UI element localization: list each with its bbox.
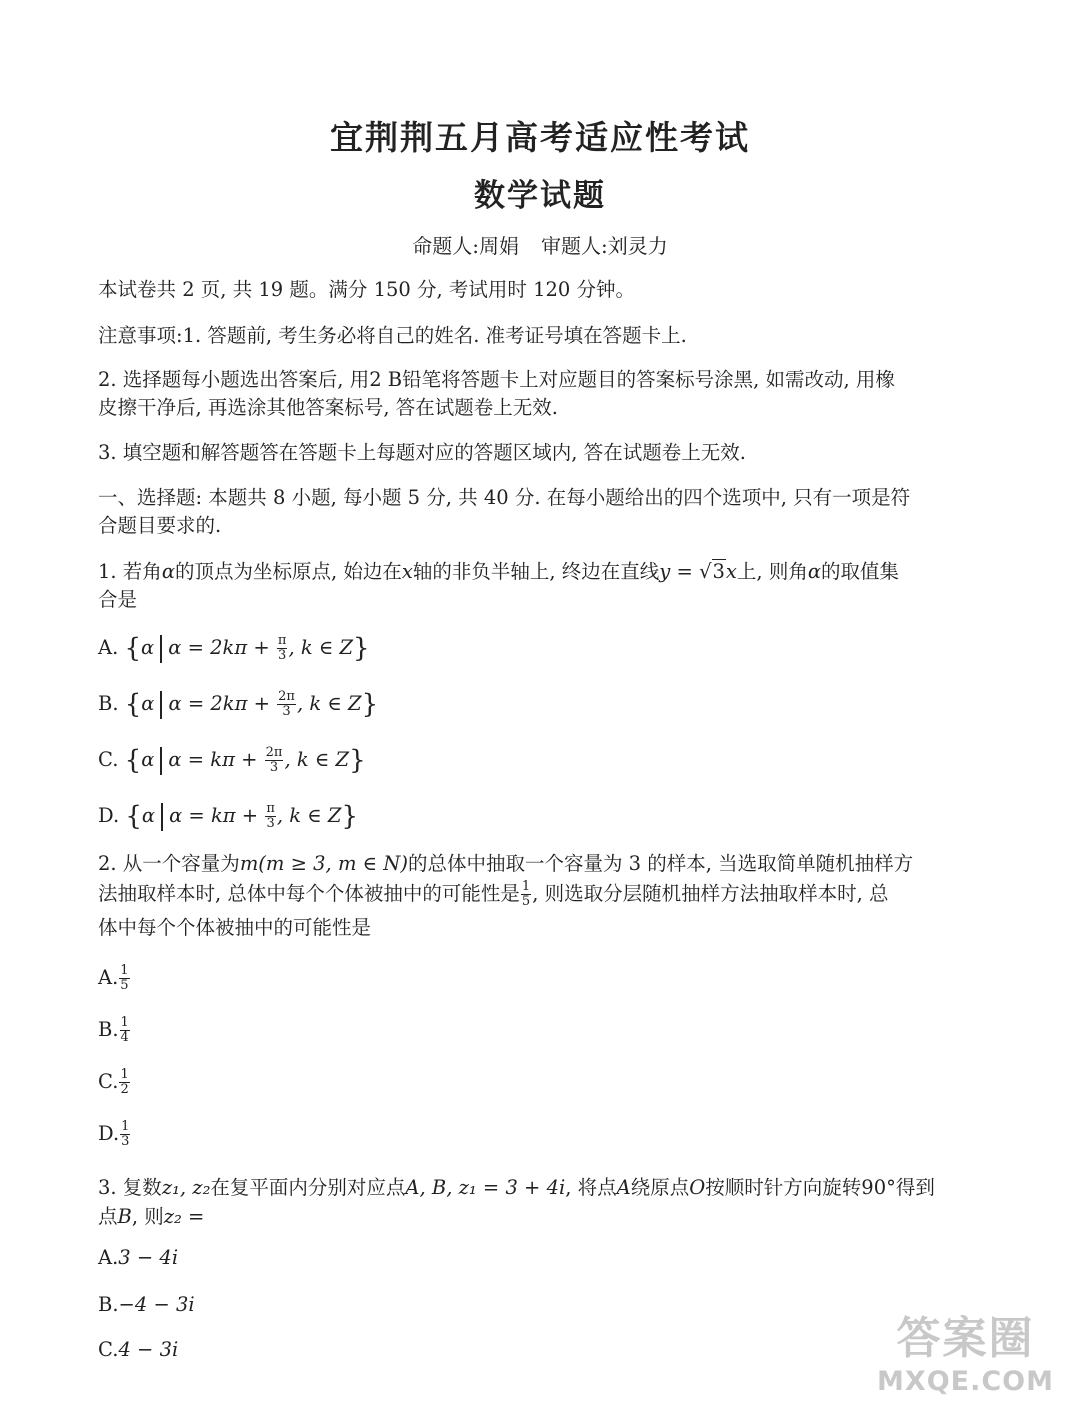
q2-option-b: B. $\frac{1}{4}$ (98, 1015, 129, 1045)
section-1-heading-b: 合题目要求的. (98, 514, 222, 537)
q2-option-a: A. $\frac{1}{5}$ (98, 963, 129, 993)
authors-line (0, 230, 1080, 259)
watermark-url: MXQE.COM (877, 1366, 1054, 1397)
q2-option-c: C. $\frac{1}{2}$ (98, 1067, 129, 1097)
exam-subtitle: 数学试题 (474, 178, 606, 214)
section-1-heading-a: 一、选择题: 本题共 8 小题, 每小题 5 分, 共 40 分. 在每小题给出的四个选项中, 只有一项是符 (98, 486, 911, 509)
q2-stem-line-2: 法抽取样本时, 总体中每个个体被抽中的可能性是 $\frac{1}{5}$ , 则选取分层随机抽样方法抽取样本时, 总 (98, 879, 889, 909)
q2-option-d: D. $\frac{1}{3}$ (98, 1119, 130, 1149)
q2-stem-line-3: 体中每个个体被抽中的可能性是 (98, 916, 372, 939)
q1-option-d: D. {α α = kπ + $\frac{\pi}{3}$ , k ∈ Z} (98, 801, 359, 832)
proposer: 命题人:周娟 (412, 234, 519, 258)
exam-title: 宜荆荆五月高考适应性考试 (330, 118, 750, 157)
q1-option-c: C. {α α = kπ + $\frac{2\pi}{3}$ , k ∈ Z} (98, 745, 366, 776)
q1-option-a: A. {α α = 2kπ + $\frac{\pi}{3}$ , k ∈ Z} (98, 633, 370, 664)
watermark-logo (877, 1302, 1054, 1397)
q1-stem-line-2: 合是 (98, 588, 138, 611)
q3-stem-line-1: 3. 复数z₁, z₂在复平面内分别对应点A, B, z₁ = 3 + 4i, 将点A绕原点O按顺时针方向旋转90°得到 (98, 1176, 935, 1199)
q1-option-b: B. {α α = 2kπ + $\frac{2\pi}{3}$ , k ∈ Z} (98, 689, 379, 720)
instructions-note-1: 注意事项:1. 答题前, 考生务必将自己的姓名. 准考证号填在答题卡上. (98, 324, 687, 347)
instructions-note-2a: 2. 选择题每小题选出答案后, 用2 B铅笔将答题卡上对应题目的答案标号涂黑, 如需改动, 用橡 (98, 368, 895, 391)
instructions-note-3: 3. 填空题和解答题答在答题卡上每题对应的答题区域内, 答在试题卷上无效. (98, 441, 746, 464)
instructions-note-2b: 皮擦干净后, 再选涂其他答案标号, 答在试题卷上无效. (98, 396, 558, 419)
reviewer: 审题人:刘灵力 (541, 234, 668, 258)
q2-stem-line-1: 2. 从一个容量为m(m ≥ 3, m ∈ N)的总体中抽取一个容量为 3 的样本, 当选取简单随机抽样方 (98, 852, 914, 875)
q3-stem-line-2: 点B, 则z₂ = (98, 1205, 205, 1228)
q3-option-b: B.−4 − 3i (98, 1293, 195, 1316)
q3-option-c: C.4 − 3i (98, 1338, 179, 1361)
instructions-overview: 本试卷共 2 页, 共 19 题。满分 150 分, 考试用时 120 分钟。 (98, 278, 636, 301)
q3-option-a: A.3 − 4i (98, 1246, 179, 1269)
watermark-text: 答案圈 (896, 1313, 1035, 1364)
q1-stem-line-1: 1. 若角α的顶点为坐标原点, 始边在x轴的非负半轴上, 终边在直线y = √3x上, 则角α的取值集 (98, 560, 900, 583)
